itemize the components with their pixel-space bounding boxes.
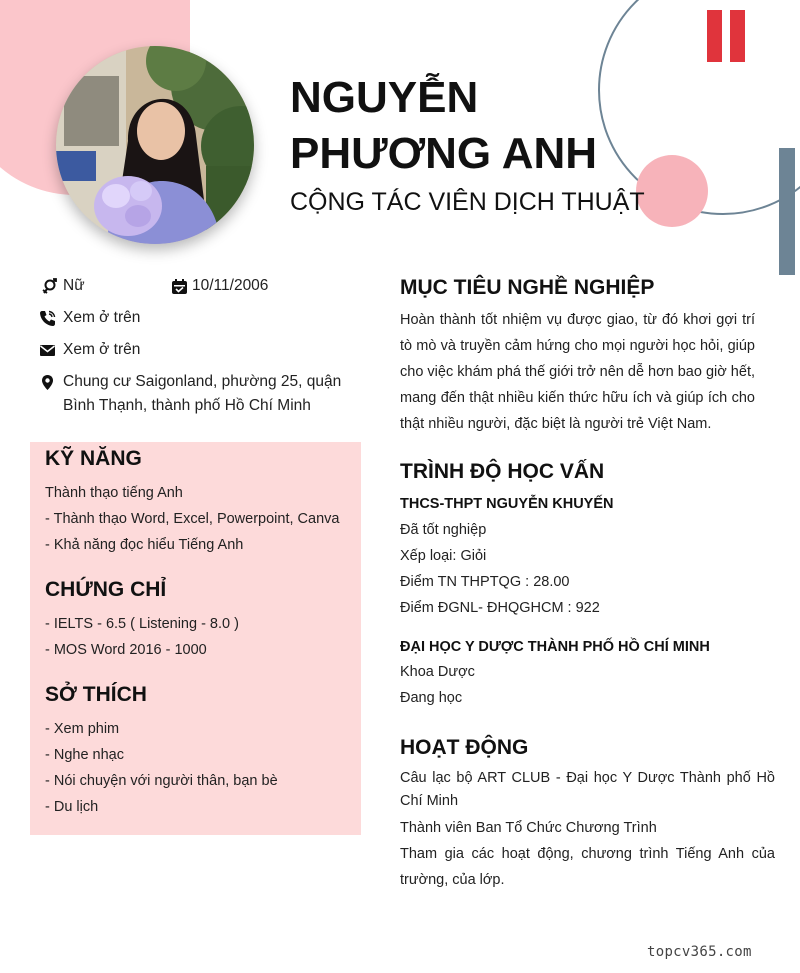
decor-red-bar xyxy=(707,10,722,62)
activity-desc: Tham gia các hoạt động, chương trình Tiếng Anh của trường, của lớp. xyxy=(400,846,775,888)
gender-icon xyxy=(41,278,58,295)
school-name: ĐẠI HỌC Y DƯỢC THÀNH PHỐ HỒ CHÍ MINH xyxy=(400,639,710,655)
hobby-item: - Xem phim xyxy=(45,721,120,737)
skill-item: - Khả năng đọc hiểu Tiếng Anh xyxy=(45,537,244,553)
hobby-item: - Du lịch xyxy=(45,799,99,815)
skill-item: Thành thạo tiếng Anh xyxy=(45,485,183,501)
skill-item: - Thành thạo Word, Excel, Powerpoint, Canva xyxy=(45,511,340,527)
education-line: Điểm TN THPTQG : 28.00 xyxy=(400,574,570,590)
education-line: Đang học xyxy=(400,690,463,706)
phone-text: Xem ở trên xyxy=(63,309,141,326)
hobbies-title: SỞ THÍCH xyxy=(45,683,147,706)
dob-text: 10/11/2006 xyxy=(192,277,269,294)
objective-title: MỤC TIÊU NGHỀ NGHIỆP xyxy=(400,276,655,299)
map-pin-icon xyxy=(39,374,56,391)
education-title: TRÌNH ĐỘ HỌC VẤN xyxy=(400,460,605,483)
activity-role: Thành viên Ban Tổ Chức Chương Trình xyxy=(400,820,657,836)
skills-title: KỸ NĂNG xyxy=(45,447,142,470)
name-line-2: PHƯƠNG ANH xyxy=(290,129,598,178)
education-line: Đã tốt nghiệp xyxy=(400,522,487,538)
avatar xyxy=(56,46,254,244)
hobby-item: - Nghe nhạc xyxy=(45,747,124,763)
name-line-1: NGUYỄN xyxy=(290,73,479,122)
certificate-item: - IELTS - 6.5 ( Listening - 8.0 ) xyxy=(45,616,239,632)
decor-red-bar xyxy=(730,10,745,62)
certificates-title: CHỨNG CHỈ xyxy=(45,578,167,601)
address-line-1: Chung cư Saigonland, phường 25, quận xyxy=(63,373,342,390)
education-line: Điểm ĐGNL- ĐHQGHCM : 922 xyxy=(400,600,600,616)
objective-text: Hoàn thành tốt nhiệm vụ được giao, từ đó khơi gợi trí tò mò và truyền cảm hứng cho mọi người học hỏi, giúp cho việc khám phá thế giới trở nên dễ hơn bao giờ hết, mang đến thật nhiều kiến thức hữu ích và giúp ích cho thật nhiều người, đặc biệt là người trẻ Việt Nam. xyxy=(400,312,755,432)
school-name: THCS-THPT NGUYỄN KHUYẾN xyxy=(400,496,614,512)
email-text: Xem ở trên xyxy=(63,341,141,358)
decor-pink-dot xyxy=(636,155,708,227)
activity-org: Câu lạc bộ ART CLUB - Đại học Y Dược Thành phố Hồ Chí Minh xyxy=(400,770,775,809)
education-line: Xếp loại: Giỏi xyxy=(400,548,487,564)
education-line: Khoa Dược xyxy=(400,664,475,680)
hobby-item: - Nói chuyện với người thân, bạn bè xyxy=(45,773,278,789)
phone-icon xyxy=(39,310,56,327)
address-line-2: Bình Thạnh, thành phố Hồ Chí Minh xyxy=(63,397,311,414)
certificate-item: - MOS Word 2016 - 1000 xyxy=(45,642,207,658)
gender-text: Nữ xyxy=(63,277,85,294)
job-title: CỘNG TÁC VIÊN DỊCH THUẬT xyxy=(290,188,645,216)
decor-slate-bar xyxy=(779,148,795,275)
activities-title: HOẠT ĐỘNG xyxy=(400,736,529,759)
envelope-icon xyxy=(39,342,56,359)
calendar-icon xyxy=(171,278,188,295)
footer-site: topcv365.com xyxy=(647,944,752,960)
